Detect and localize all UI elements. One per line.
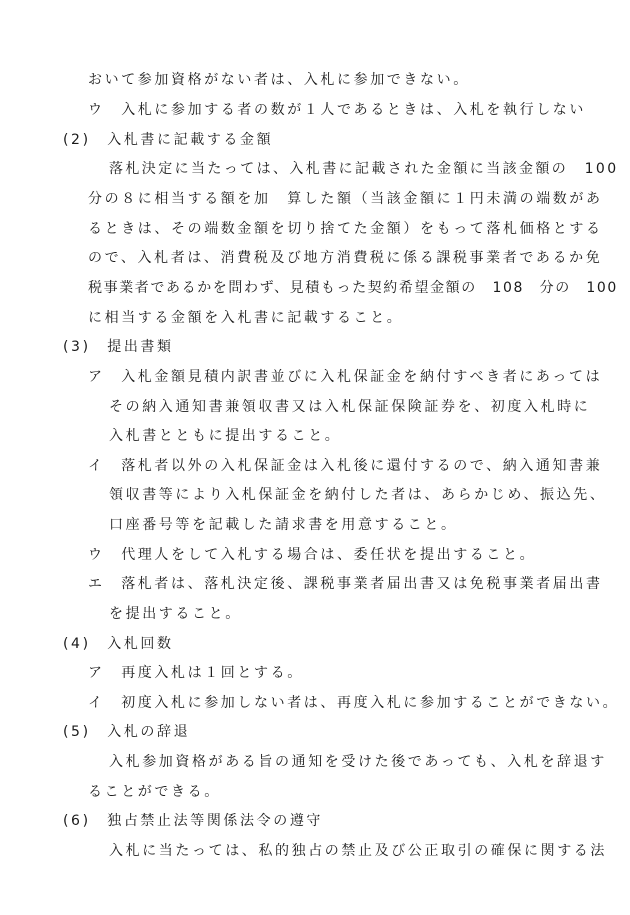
text-line: 入札参加資格がある旨の通知を受けた後であっても、入札を辞退す bbox=[109, 754, 607, 770]
text-line: 入札書とともに提出すること。 bbox=[109, 428, 342, 444]
text-line: ウ 入札に参加する者の数が１人であるときは、入札を執行しない bbox=[88, 102, 586, 118]
text-line: 入札に当たっては、私的独占の禁止及び公正取引の確保に関する法 bbox=[109, 843, 607, 859]
list-item: エ 落札者は、落札決定後、課税事業者届出書又は免税事業者届出書 bbox=[88, 576, 603, 592]
list-item: イ 初度入札に参加しない者は、再度入札に参加することができない。 bbox=[88, 695, 620, 711]
list-item: ウ 代理人をして入札する場合は、委任状を提出すること。 bbox=[88, 547, 537, 563]
text-line: に相当する金額を入札書に記載すること。 bbox=[88, 310, 404, 326]
section-heading: (5) 入札の辞退 bbox=[63, 724, 191, 740]
text-line: その納入通知書兼領収書又は入札保証保険証券を、初度入札時に bbox=[109, 399, 591, 415]
text-line: るときは、その端数金額を切り捨てた金額）をもって落札価格とする bbox=[88, 221, 603, 237]
list-item: ア 入札金額見積内訳書並びに入札保証金を納付すべき者にあっては bbox=[88, 369, 603, 385]
section-heading: (2) 入札書に記載する金額 bbox=[63, 132, 274, 148]
list-item: イ 落札者以外の入札保証金は入札後に還付するので、納入通知書兼 bbox=[88, 458, 603, 474]
text-line: を提出すること。 bbox=[109, 606, 242, 622]
section-heading: (4) 入札回数 bbox=[63, 636, 174, 652]
text-line: 税事業者であるかを問わず、見積もった契約希望金額の 108 分の 100 bbox=[88, 280, 618, 296]
text-line: おいて参加資格がない者は、入札に参加できない。 bbox=[88, 72, 470, 88]
section-heading: (6) 独占禁止法等関係法令の遵守 bbox=[63, 813, 324, 829]
text-line: 落札決定に当たっては、入札書に記載された金額に当該金額の 100 bbox=[109, 161, 619, 177]
text-line: 口座番号等を記載した請求書を用意すること。 bbox=[109, 517, 458, 533]
text-line: 分の８に相当する額を加 算した額（当該金額に１円未満の端数があ bbox=[88, 191, 603, 207]
text-line: ることができる。 bbox=[88, 784, 221, 800]
list-item: ア 再度入札は１回とする。 bbox=[88, 665, 304, 681]
section-heading: (3) 提出書類 bbox=[63, 339, 174, 355]
text-line: 領収書等により入札保証金を納付した者は、あらかじめ、振込先、 bbox=[109, 487, 607, 503]
text-line: ので、入札者は、消費税及び地方消費税に係る課税事業者であるか免 bbox=[88, 250, 603, 266]
